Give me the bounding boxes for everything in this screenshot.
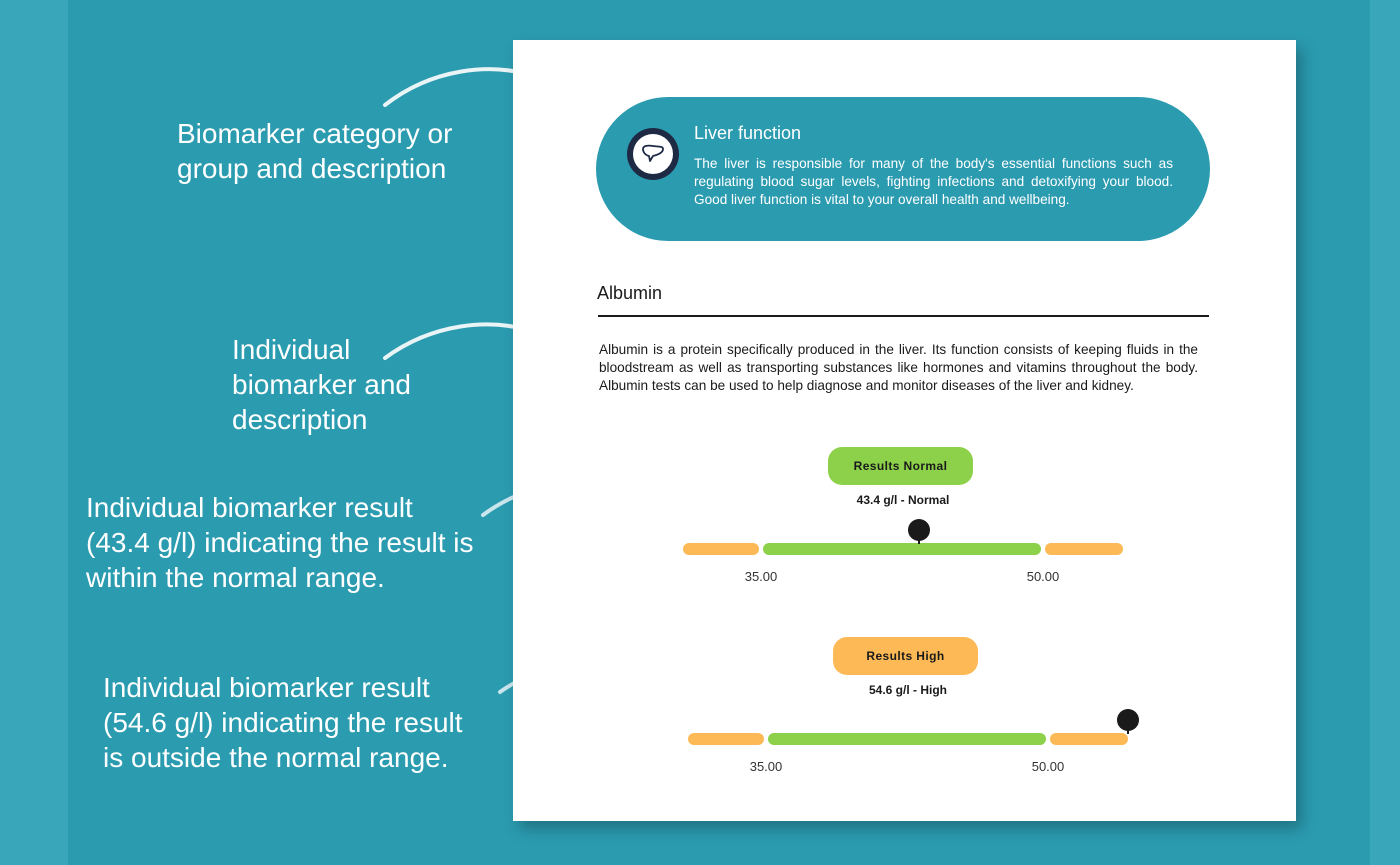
result-marker — [1117, 709, 1139, 731]
range-segment-low — [683, 543, 759, 555]
range-segment-high — [1050, 733, 1128, 745]
result-marker — [908, 519, 930, 541]
result-card — [683, 447, 1123, 582]
annotation-line: (43.4 g/l) indicating the result is — [86, 527, 474, 558]
annotation-result-high — [103, 670, 503, 775]
background-left-band — [0, 0, 68, 865]
category-title: Liver function — [694, 123, 802, 143]
range-segment-low — [688, 733, 764, 745]
annotation-line: within the normal range. — [86, 562, 385, 593]
annotation-line: (54.6 g/l) indicating the result — [103, 707, 463, 738]
range-low-label: 35.00 — [749, 759, 783, 774]
range-scale — [688, 733, 1128, 745]
result-value-text: 54.6 g/l - High — [868, 683, 947, 697]
range-high-label: 50.00 — [1031, 759, 1065, 774]
range-segment-normal — [768, 733, 1046, 745]
annotation-line: group and description — [177, 153, 447, 184]
annotation-biomarker — [232, 332, 472, 437]
category-panel — [596, 97, 1210, 241]
range-scale — [683, 543, 1123, 555]
annotation-result-normal — [86, 490, 506, 595]
report-page — [513, 40, 1296, 821]
annotation-line: biomarker and — [232, 369, 411, 400]
result-card — [688, 637, 1128, 772]
biomarker-name: Albumin — [597, 283, 663, 303]
biomarker-divider — [598, 315, 1209, 317]
range-low-label: 35.00 — [744, 569, 778, 584]
status-badge: Results High — [833, 637, 978, 675]
background-right-band — [1370, 0, 1400, 865]
category-description: The liver is responsible for many of the body's essential functions such as regulating blood sugar levels, fighting infections and detoxifying your blood. Good liver function is vital to your overall health and wellbeing. — [694, 156, 1173, 207]
annotation-category — [177, 116, 507, 186]
annotation-line: Individual biomarker result — [103, 672, 430, 703]
range-high-label: 50.00 — [1026, 569, 1060, 584]
annotation-line: is outside the normal range. — [103, 742, 449, 773]
annotation-line: Biomarker category or — [177, 118, 453, 149]
biomarker-description: Albumin is a protein specifically produced in the liver. Its function consists of keeping fluids in the bloodstream as well as transporting substances like hormones and vitamins throughout the body. Albumin tests can be used to help diagnose and monitor diseases of the liver and kidney. — [599, 342, 1198, 393]
status-badge: Results Normal — [828, 447, 973, 485]
range-segment-high — [1045, 543, 1123, 555]
annotation-line: Individual biomarker result — [86, 492, 413, 523]
result-value-text: 43.4 g/l - Normal — [856, 493, 950, 507]
annotation-line: description — [232, 404, 368, 435]
category-icon-ring — [627, 128, 679, 180]
liver-icon — [641, 144, 665, 164]
range-segment-normal — [763, 543, 1041, 555]
annotation-line: Individual — [232, 334, 351, 365]
